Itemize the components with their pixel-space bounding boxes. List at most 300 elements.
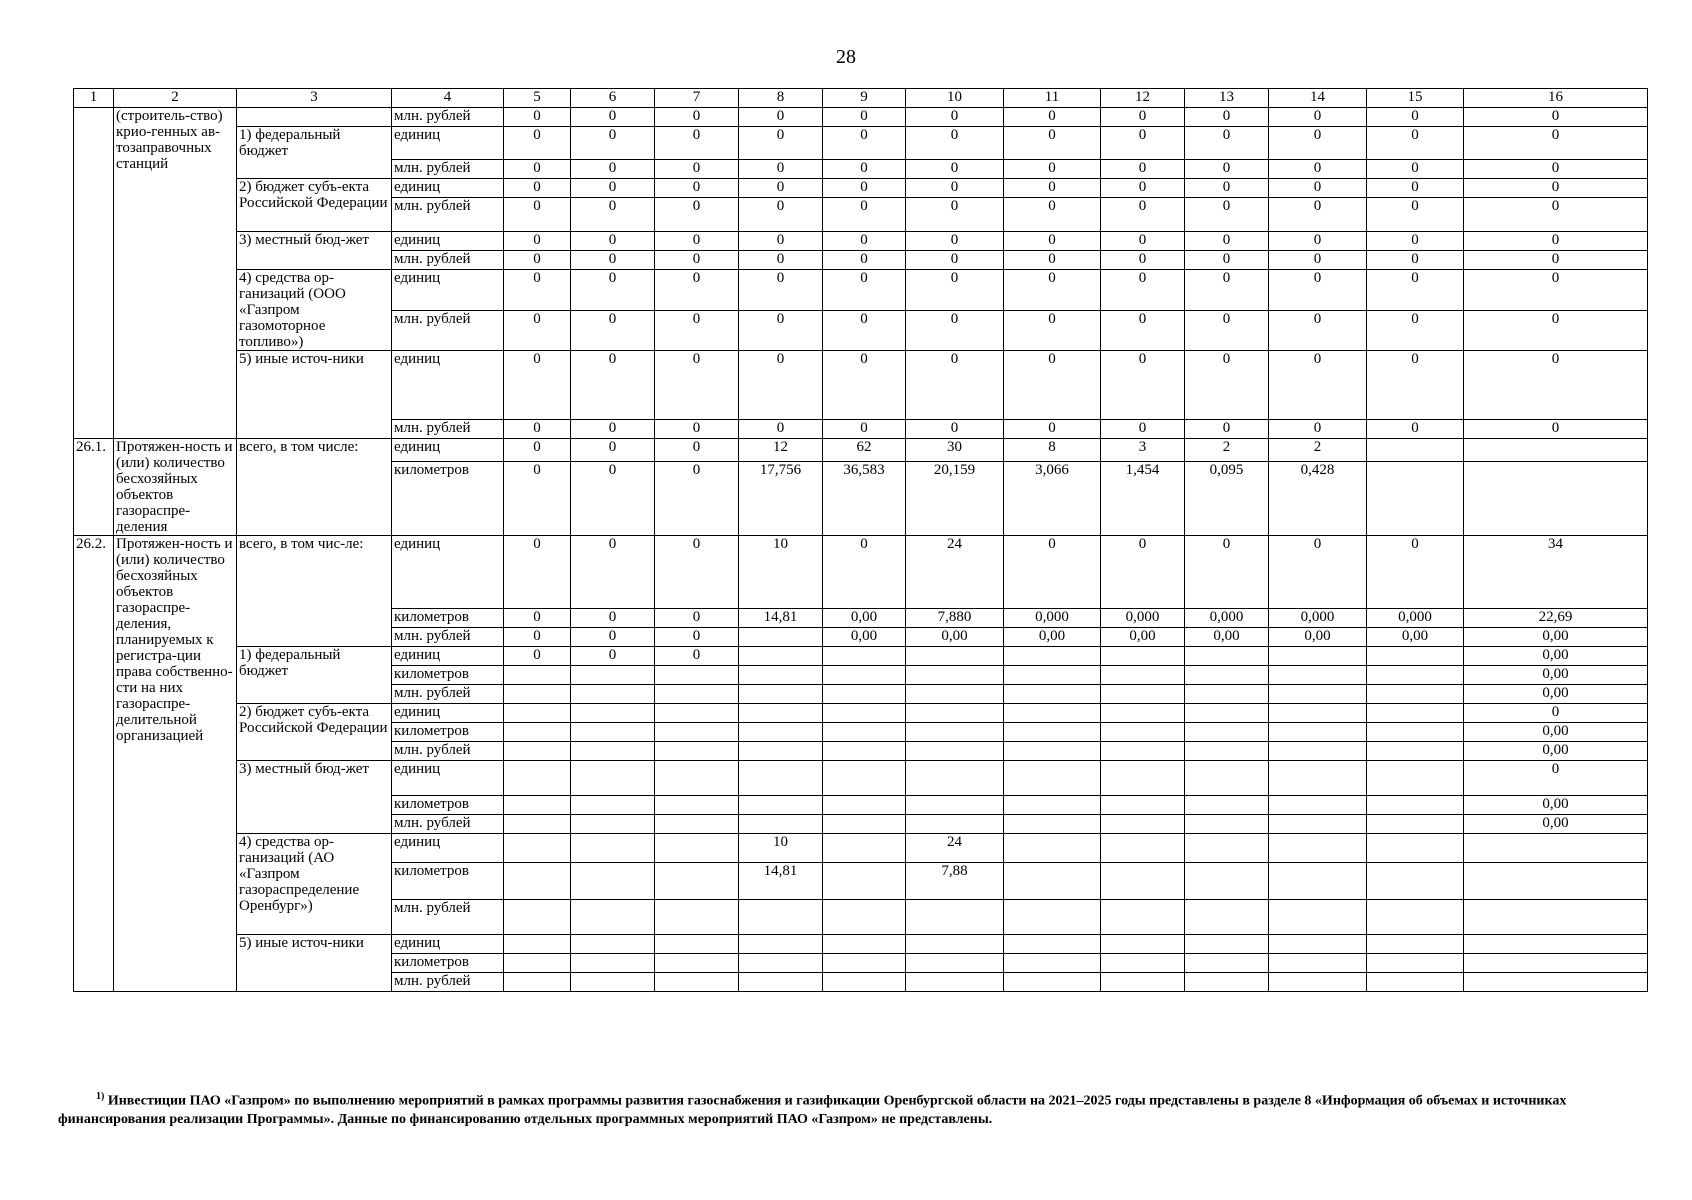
- value-cell: 0: [739, 127, 823, 160]
- value-cell: [823, 742, 906, 761]
- unit-cell: единиц: [392, 232, 504, 251]
- unit-cell: километров: [392, 723, 504, 742]
- value-cell: 0: [1004, 536, 1101, 609]
- value-cell: 0: [571, 179, 655, 198]
- value-cell: 8: [1004, 439, 1101, 462]
- value-cell: 0,00: [906, 628, 1004, 647]
- unit-cell: млн. рублей: [392, 742, 504, 761]
- unit-cell: млн. рублей: [392, 251, 504, 270]
- table-row: [74, 536, 1648, 609]
- unit-cell: единиц: [392, 935, 504, 954]
- value-cell: [504, 863, 571, 900]
- unit-cell: единиц: [392, 834, 504, 863]
- column-header: 15: [1367, 89, 1464, 108]
- unit-cell: километров: [392, 461, 504, 535]
- value-cell: [1101, 834, 1185, 863]
- value-cell: 0: [823, 198, 906, 232]
- value-cell: 2: [1269, 439, 1367, 462]
- value-cell: 0: [504, 232, 571, 251]
- value-cell: 0: [1269, 232, 1367, 251]
- value-cell: [655, 761, 739, 796]
- unit-cell: млн. рублей: [392, 973, 504, 992]
- value-cell: 0: [655, 461, 739, 535]
- table-row: [74, 761, 1648, 796]
- value-cell: 34: [1464, 536, 1648, 609]
- column-header: 7: [655, 89, 739, 108]
- value-cell: [655, 742, 739, 761]
- value-cell: [1004, 704, 1101, 723]
- value-cell: 0: [1004, 127, 1101, 160]
- value-cell: [739, 666, 823, 685]
- page-number: 28: [836, 46, 856, 68]
- value-cell: 22,69: [1464, 609, 1648, 628]
- value-cell: 7,88: [906, 863, 1004, 900]
- value-cell: 0: [504, 310, 571, 351]
- indicator-cell: (строитель-ство) крио-генных ав-тозаправочных станций: [114, 108, 237, 439]
- value-cell: [1101, 647, 1185, 666]
- table-row: [74, 108, 1648, 127]
- value-cell: 0: [1004, 160, 1101, 179]
- value-cell: [571, 815, 655, 834]
- value-cell: [823, 685, 906, 704]
- value-cell: 0: [655, 420, 739, 439]
- value-cell: [1269, 666, 1367, 685]
- value-cell: 0: [1367, 536, 1464, 609]
- value-cell: [823, 863, 906, 900]
- value-cell: [571, 973, 655, 992]
- value-cell: [1269, 685, 1367, 704]
- value-cell: 0: [571, 351, 655, 420]
- value-cell: [1101, 954, 1185, 973]
- value-cell: [571, 723, 655, 742]
- value-cell: 0: [1185, 160, 1269, 179]
- header-row: [74, 89, 1648, 108]
- value-cell: [1367, 461, 1464, 535]
- unit-cell: километров: [392, 666, 504, 685]
- footnote-text: Инвестиции ПАО «Газпром» по выполнению мероприятий в рамках программы развития газоснабжения и газификации Оренбургской области на 2021–2025 годы представлены в разделе 8 «Информация об объемах и источниках финансирования реализации Программы». Данные по финансированию отдельных программных мероприятий ПАО «Газпром» не представлены.: [58, 1093, 1567, 1127]
- value-cell: [1004, 863, 1101, 900]
- value-cell: 0: [823, 251, 906, 270]
- value-cell: [1269, 647, 1367, 666]
- value-cell: [504, 761, 571, 796]
- value-cell: [823, 723, 906, 742]
- value-cell: [504, 704, 571, 723]
- value-cell: 0: [906, 108, 1004, 127]
- value-cell: 0: [504, 609, 571, 628]
- value-cell: [906, 704, 1004, 723]
- unit-cell: млн. рублей: [392, 160, 504, 179]
- value-cell: 0: [906, 179, 1004, 198]
- value-cell: 0: [823, 179, 906, 198]
- table-row: [74, 704, 1648, 723]
- table-row: [74, 439, 1648, 462]
- value-cell: 0: [1464, 270, 1648, 311]
- value-cell: [1269, 863, 1367, 900]
- value-cell: 0: [1464, 251, 1648, 270]
- value-cell: [504, 723, 571, 742]
- value-cell: [571, 761, 655, 796]
- value-cell: [1185, 796, 1269, 815]
- table-row: [74, 935, 1648, 954]
- value-cell: 0: [1464, 761, 1648, 796]
- value-cell: [739, 900, 823, 935]
- value-cell: 3: [1101, 439, 1185, 462]
- value-cell: 0: [1367, 310, 1464, 351]
- value-cell: 0: [1269, 198, 1367, 232]
- value-cell: [1101, 973, 1185, 992]
- value-cell: 0,00: [1464, 685, 1648, 704]
- value-cell: 0: [906, 232, 1004, 251]
- value-cell: [1004, 954, 1101, 973]
- value-cell: 0: [1367, 270, 1464, 311]
- value-cell: [906, 815, 1004, 834]
- value-cell: 0: [1185, 198, 1269, 232]
- value-cell: 0: [1269, 160, 1367, 179]
- value-cell: 0: [504, 536, 571, 609]
- unit-cell: единиц: [392, 761, 504, 796]
- value-cell: 0,00: [1367, 628, 1464, 647]
- value-cell: [1269, 954, 1367, 973]
- value-cell: 0: [906, 251, 1004, 270]
- value-cell: 24: [906, 536, 1004, 609]
- value-cell: 0: [1269, 108, 1367, 127]
- table-row: [74, 270, 1648, 311]
- value-cell: 0: [1185, 251, 1269, 270]
- value-cell: [1269, 935, 1367, 954]
- column-header: 16: [1464, 89, 1648, 108]
- source-cell: всего, в том чис-ле:: [237, 536, 392, 647]
- value-cell: [1185, 723, 1269, 742]
- value-cell: 0,000: [1004, 609, 1101, 628]
- value-cell: [1269, 742, 1367, 761]
- value-cell: [504, 666, 571, 685]
- value-cell: 0,00: [1464, 815, 1648, 834]
- value-cell: [504, 685, 571, 704]
- value-cell: [823, 935, 906, 954]
- value-cell: [655, 685, 739, 704]
- value-cell: [571, 954, 655, 973]
- value-cell: 0: [1004, 420, 1101, 439]
- value-cell: [1464, 834, 1648, 863]
- value-cell: 0: [739, 232, 823, 251]
- value-cell: [655, 954, 739, 973]
- table-row: [74, 179, 1648, 198]
- source-cell: 1) федеральный бюджет: [237, 127, 392, 179]
- value-cell: [739, 796, 823, 815]
- unit-cell: единиц: [392, 536, 504, 609]
- value-cell: [823, 796, 906, 815]
- value-cell: [504, 935, 571, 954]
- value-cell: 0,095: [1185, 461, 1269, 535]
- value-cell: [571, 685, 655, 704]
- value-cell: [571, 666, 655, 685]
- value-cell: [906, 723, 1004, 742]
- value-cell: [1367, 834, 1464, 863]
- value-cell: [823, 834, 906, 863]
- value-cell: 0: [1269, 351, 1367, 420]
- value-cell: 0: [823, 160, 906, 179]
- column-header: 1: [74, 89, 114, 108]
- value-cell: 0,00: [1464, 666, 1648, 685]
- value-cell: 0: [1269, 310, 1367, 351]
- value-cell: [1464, 439, 1648, 462]
- value-cell: [1367, 647, 1464, 666]
- value-cell: 0: [1185, 536, 1269, 609]
- value-cell: [571, 863, 655, 900]
- value-cell: 0: [1464, 179, 1648, 198]
- value-cell: 62: [823, 439, 906, 462]
- value-cell: 0: [1269, 536, 1367, 609]
- table-row: [74, 127, 1648, 160]
- value-cell: [1269, 834, 1367, 863]
- value-cell: 0: [1004, 310, 1101, 351]
- value-cell: 17,756: [739, 461, 823, 535]
- value-cell: 1,454: [1101, 461, 1185, 535]
- unit-cell: млн. рублей: [392, 108, 504, 127]
- value-cell: [1101, 863, 1185, 900]
- value-cell: 0: [655, 310, 739, 351]
- value-cell: 0: [906, 420, 1004, 439]
- value-cell: 0,00: [823, 628, 906, 647]
- value-cell: 0: [1101, 536, 1185, 609]
- value-cell: [1367, 973, 1464, 992]
- value-cell: 0: [739, 108, 823, 127]
- table-row: [74, 351, 1648, 420]
- value-cell: [1004, 834, 1101, 863]
- value-cell: 0: [655, 251, 739, 270]
- value-cell: 0: [906, 160, 1004, 179]
- value-cell: 0: [1185, 270, 1269, 311]
- unit-cell: единиц: [392, 439, 504, 462]
- value-cell: 0: [906, 198, 1004, 232]
- value-cell: 0: [823, 310, 906, 351]
- value-cell: 0: [504, 647, 571, 666]
- value-cell: [906, 685, 1004, 704]
- unit-cell: млн. рублей: [392, 685, 504, 704]
- value-cell: [1185, 900, 1269, 935]
- value-cell: [906, 973, 1004, 992]
- value-cell: [823, 973, 906, 992]
- value-cell: 0: [823, 351, 906, 420]
- table-row: [74, 232, 1648, 251]
- value-cell: 0: [1367, 351, 1464, 420]
- footnote-marker: 1): [96, 1091, 105, 1102]
- value-cell: [1101, 666, 1185, 685]
- value-cell: [1185, 834, 1269, 863]
- value-cell: 0: [655, 628, 739, 647]
- value-cell: [1185, 685, 1269, 704]
- column-header: 9: [823, 89, 906, 108]
- value-cell: [1185, 666, 1269, 685]
- footnote: [58, 1088, 1638, 1129]
- value-cell: 0,00: [1464, 796, 1648, 815]
- value-cell: [1004, 685, 1101, 704]
- value-cell: [906, 666, 1004, 685]
- value-cell: 0,00: [1269, 628, 1367, 647]
- value-cell: [504, 834, 571, 863]
- value-cell: 0: [1101, 160, 1185, 179]
- value-cell: 20,159: [906, 461, 1004, 535]
- value-cell: [739, 954, 823, 973]
- value-cell: [1269, 761, 1367, 796]
- data-table: [73, 88, 1648, 992]
- value-cell: [1269, 796, 1367, 815]
- source-cell: 3) местный бюд-жет: [237, 232, 392, 270]
- unit-cell: единиц: [392, 647, 504, 666]
- value-cell: 0: [655, 160, 739, 179]
- value-cell: [1004, 666, 1101, 685]
- value-cell: [1101, 900, 1185, 935]
- value-cell: [1367, 685, 1464, 704]
- value-cell: 0: [1464, 160, 1648, 179]
- value-cell: 0: [1464, 232, 1648, 251]
- value-cell: 0: [1101, 310, 1185, 351]
- indicator-cell: Протяжен-ность и (или) количество бесхозяйных объектов газораспре-деления, планируемых к регистра-ции права собственно-сти на них газораспре-делительной организацией: [114, 536, 237, 992]
- value-cell: 0: [823, 232, 906, 251]
- value-cell: 0,000: [1101, 609, 1185, 628]
- value-cell: 0: [504, 251, 571, 270]
- value-cell: 0: [739, 420, 823, 439]
- value-cell: 0: [1367, 198, 1464, 232]
- value-cell: 0: [823, 270, 906, 311]
- value-cell: [1367, 954, 1464, 973]
- value-cell: [1004, 796, 1101, 815]
- unit-cell: единиц: [392, 127, 504, 160]
- value-cell: 0,000: [1185, 609, 1269, 628]
- value-cell: [1004, 935, 1101, 954]
- value-cell: 0: [1367, 179, 1464, 198]
- value-cell: [906, 796, 1004, 815]
- value-cell: [906, 954, 1004, 973]
- unit-cell: единиц: [392, 270, 504, 311]
- value-cell: [571, 704, 655, 723]
- value-cell: [1004, 761, 1101, 796]
- value-cell: [823, 761, 906, 796]
- value-cell: 0: [1101, 179, 1185, 198]
- column-header: 4: [392, 89, 504, 108]
- value-cell: 0: [1004, 251, 1101, 270]
- value-cell: [823, 900, 906, 935]
- value-cell: [1464, 935, 1648, 954]
- value-cell: 0: [906, 270, 1004, 311]
- value-cell: 0: [823, 108, 906, 127]
- value-cell: [1367, 704, 1464, 723]
- value-cell: 0: [1367, 160, 1464, 179]
- value-cell: 0: [571, 609, 655, 628]
- value-cell: [1367, 666, 1464, 685]
- value-cell: 0: [571, 536, 655, 609]
- value-cell: [1185, 761, 1269, 796]
- value-cell: 0: [739, 251, 823, 270]
- value-cell: [1367, 900, 1464, 935]
- value-cell: [655, 863, 739, 900]
- value-cell: [1185, 647, 1269, 666]
- value-cell: 0: [1269, 251, 1367, 270]
- unit-cell: километров: [392, 609, 504, 628]
- unit-cell: млн. рублей: [392, 420, 504, 439]
- value-cell: 0: [655, 351, 739, 420]
- value-cell: [1004, 900, 1101, 935]
- value-cell: 3,066: [1004, 461, 1101, 535]
- value-cell: 2: [1185, 439, 1269, 462]
- value-cell: 0: [1101, 127, 1185, 160]
- unit-cell: млн. рублей: [392, 310, 504, 351]
- value-cell: [823, 954, 906, 973]
- source-cell: 2) бюджет субъ-екта Российской Федерации: [237, 179, 392, 232]
- table-row: [74, 647, 1648, 666]
- value-cell: [823, 815, 906, 834]
- row-number-cell: 26.1.: [74, 439, 114, 536]
- unit-cell: единиц: [392, 704, 504, 723]
- value-cell: 0: [1185, 310, 1269, 351]
- column-header: 12: [1101, 89, 1185, 108]
- column-header: 8: [739, 89, 823, 108]
- value-cell: 0,000: [1269, 609, 1367, 628]
- column-header: 2: [114, 89, 237, 108]
- column-header: 10: [906, 89, 1004, 108]
- value-cell: 0: [823, 420, 906, 439]
- value-cell: 0: [1367, 108, 1464, 127]
- value-cell: [1101, 723, 1185, 742]
- value-cell: 0: [1367, 420, 1464, 439]
- value-cell: [906, 647, 1004, 666]
- source-cell: 2) бюджет субъ-екта Российской Федерации: [237, 704, 392, 761]
- row-number-cell: [74, 108, 114, 439]
- value-cell: 14,81: [739, 863, 823, 900]
- value-cell: [1464, 863, 1648, 900]
- value-cell: [655, 834, 739, 863]
- value-cell: [1101, 742, 1185, 761]
- value-cell: [655, 796, 739, 815]
- value-cell: [1185, 742, 1269, 761]
- value-cell: [571, 900, 655, 935]
- value-cell: 0: [1101, 420, 1185, 439]
- value-cell: 0: [571, 108, 655, 127]
- value-cell: 0: [1464, 108, 1648, 127]
- value-cell: 0: [504, 179, 571, 198]
- value-cell: [504, 900, 571, 935]
- value-cell: 0: [504, 108, 571, 127]
- value-cell: 0: [504, 198, 571, 232]
- value-cell: 0: [571, 251, 655, 270]
- unit-cell: единиц: [392, 179, 504, 198]
- value-cell: 0: [739, 310, 823, 351]
- value-cell: 0: [1269, 420, 1367, 439]
- value-cell: 0: [1464, 420, 1648, 439]
- value-cell: 0: [655, 179, 739, 198]
- value-cell: 0: [655, 536, 739, 609]
- value-cell: 0: [739, 179, 823, 198]
- value-cell: [571, 796, 655, 815]
- value-cell: [1367, 723, 1464, 742]
- value-cell: 0,00: [1464, 723, 1648, 742]
- value-cell: 30: [906, 439, 1004, 462]
- value-cell: 0: [739, 160, 823, 179]
- column-header: 6: [571, 89, 655, 108]
- value-cell: 0,00: [1185, 628, 1269, 647]
- value-cell: 0: [1367, 127, 1464, 160]
- value-cell: 0: [823, 127, 906, 160]
- value-cell: [1367, 796, 1464, 815]
- column-header: 11: [1004, 89, 1101, 108]
- value-cell: [571, 834, 655, 863]
- value-cell: [823, 704, 906, 723]
- value-cell: 14,81: [739, 609, 823, 628]
- value-cell: 0: [571, 439, 655, 462]
- value-cell: 0: [1004, 198, 1101, 232]
- value-cell: [655, 815, 739, 834]
- value-cell: [1101, 796, 1185, 815]
